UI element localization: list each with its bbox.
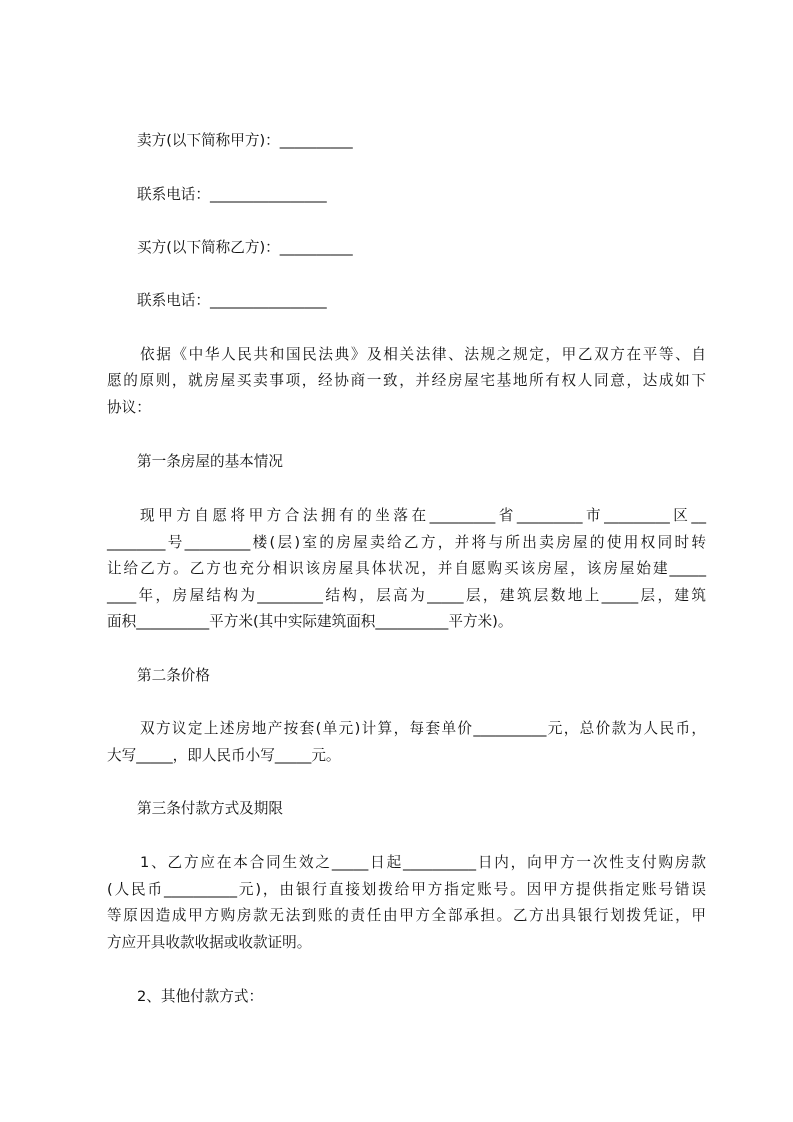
article3-1-line: 方应开具收款收据或收款证明。 [107, 934, 312, 951]
buyer-phone-line: 联系电话：________________ [137, 292, 327, 309]
article2-line: 双方议定上述房地产按套(单元)计算，每套单价__________元，总价款为人民币， [140, 720, 706, 737]
article1-line: 现甲方自愿将甲方合法拥有的坐落在_________省_________市_________区__ [140, 507, 706, 524]
article1-line: 让给乙方。乙方也充分相识该房屋具体状况，并自愿购买该房屋，该房屋始建_____ [107, 560, 706, 577]
article1-title: 第一条房屋的基本情况 [137, 453, 283, 470]
article3-1-line: (人民币__________元)，由银行直接划拨给甲方指定账号。因甲方提供指定账号错误 [107, 881, 706, 898]
intro-line: 协议： [107, 399, 151, 416]
buyer-line: 买方(以下简称乙方)：__________ [137, 239, 353, 256]
article3-title: 第三条付款方式及期限 [137, 800, 283, 817]
seller-line: 卖方(以下简称甲方)：__________ [137, 132, 353, 149]
article3-1-line: 等原因造成甲方购房款无法到账的责任由甲方全部承担。乙方出具银行划拨凭证，甲 [107, 907, 706, 924]
article1-line: ____年，房屋结构为_________结构，层高为_____层，建筑层数地上_____层，建筑 [107, 587, 706, 604]
intro-line: 愿的原则，就房屋买卖事项，经协商一致，并经房屋宅基地所有权人同意，达成如下 [107, 372, 706, 389]
article1-line: ________号_________楼(层)室的房屋卖给乙方，并将与所出卖房屋的使用权同时转 [107, 534, 706, 551]
article3-2-line: 2、其他付款方式： [137, 988, 264, 1005]
seller-phone-line: 联系电话：________________ [137, 186, 327, 203]
article2-line: 大写_____，即人民币小写_____元。 [107, 747, 341, 764]
article3-1-line: 1、乙方应在本合同生效之_____日起__________日内，向甲方一次性支付购房款 [140, 854, 706, 871]
intro-line: 依据《中华人民共和国民法典》及相关法律、法规之规定，甲乙双方在平等、自 [140, 346, 706, 363]
article1-line: 面积__________平方米(其中实际建筑面积__________平方米)。 [107, 613, 513, 630]
article2-title: 第二条价格 [137, 667, 210, 684]
